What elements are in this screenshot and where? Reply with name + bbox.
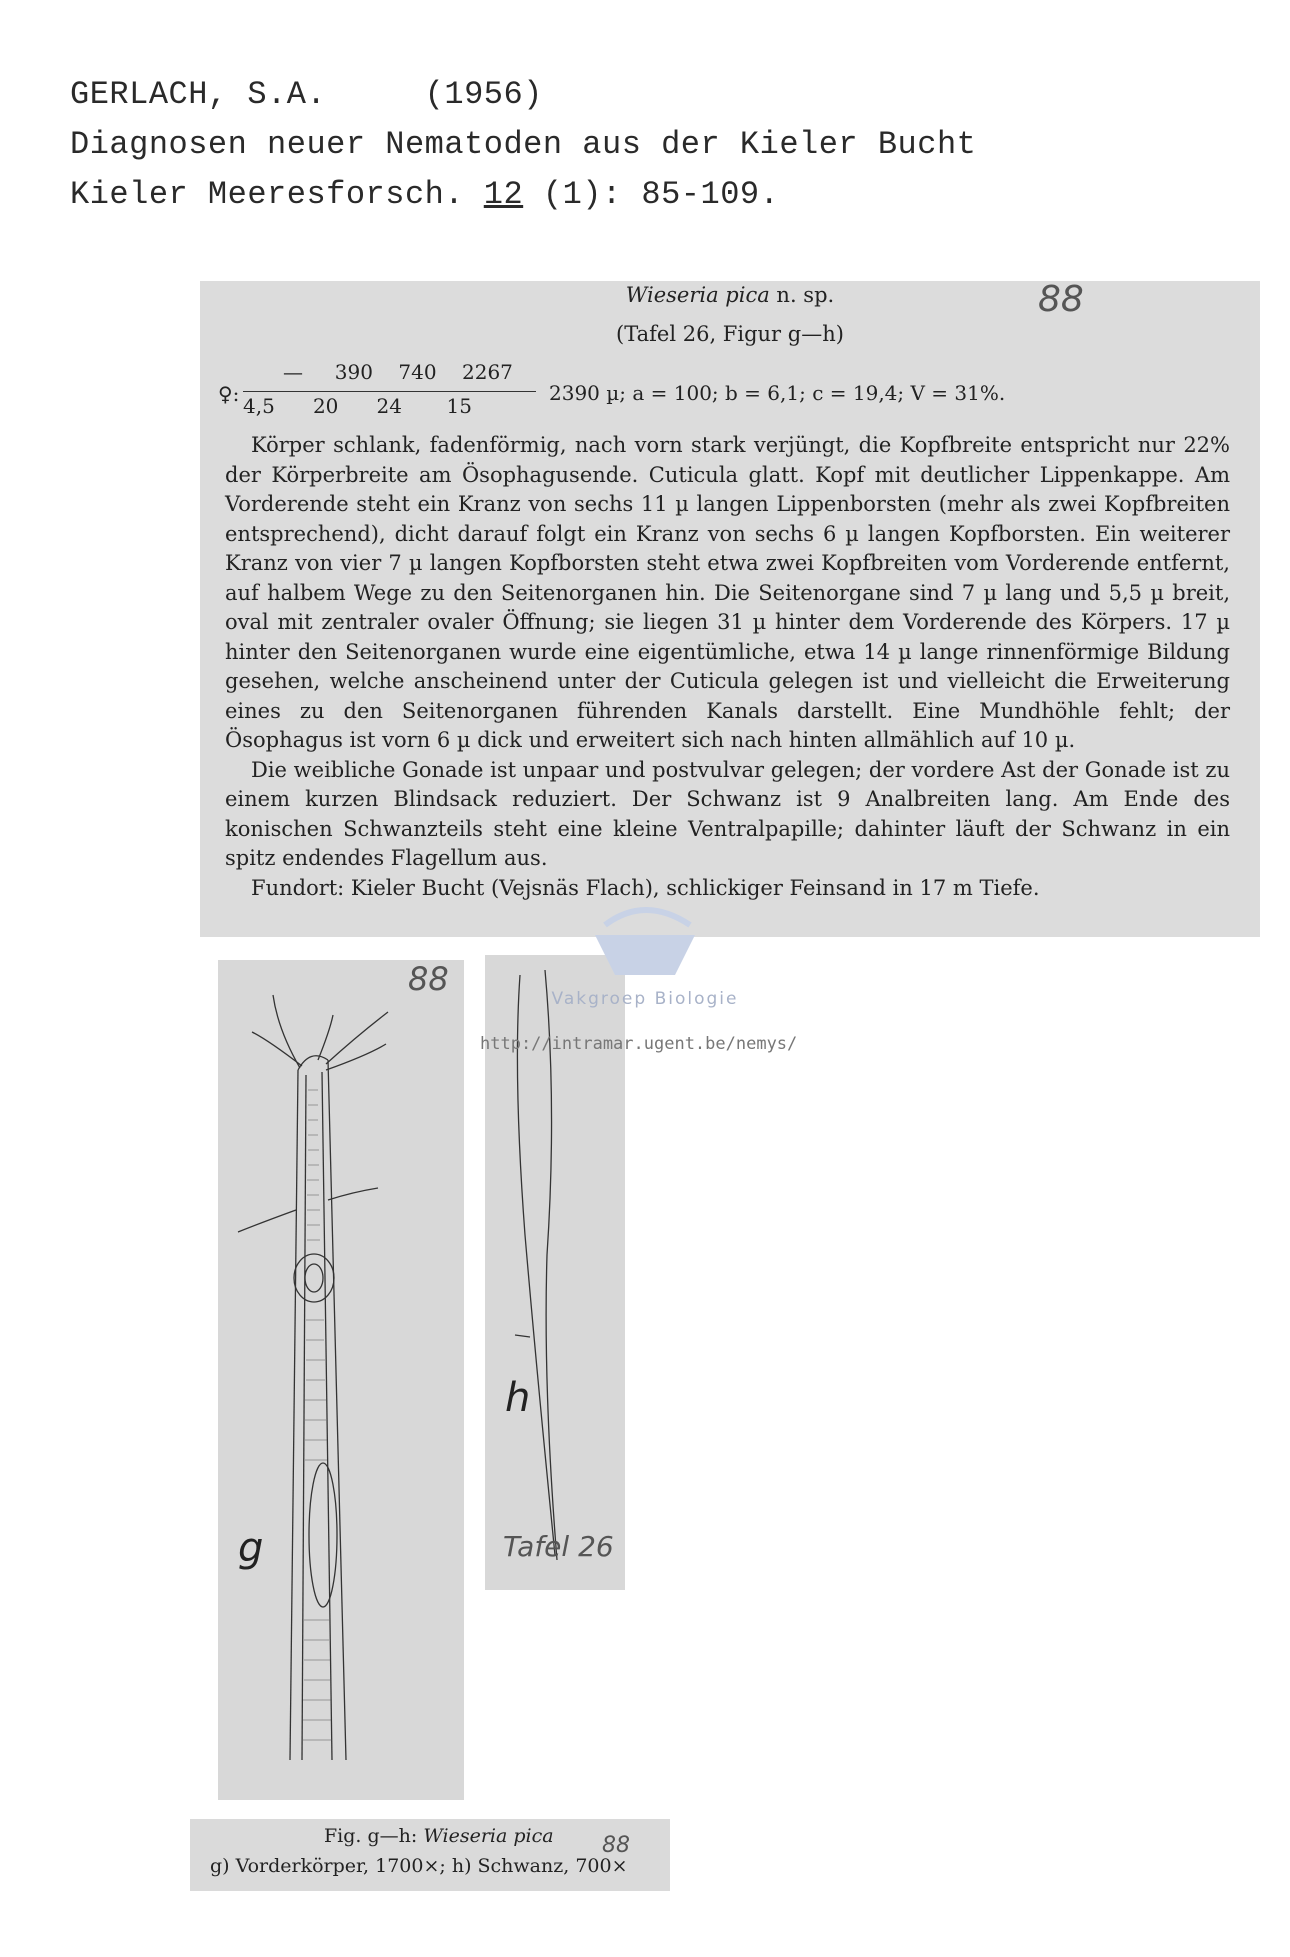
caption-title: Fig. g—h: Wieseria pica <box>324 1825 554 1847</box>
watermark <box>520 895 770 1009</box>
description-paragraph: Die weibliche Gonade ist unpaar und postvulvar gelegen; der vordere Ast der Gonade ist zu einem kurzen Blindsack reduziert. Der Schwanz ist 9 Analbreiten lang. Am Ende des konischen Schwanzteils steht eine kleine Ventralpapille; dahinter läuft der Schwanz in ein spitz endendes Flagellum aus. <box>225 757 1230 870</box>
locality-paragraph: Fundort: Kieler Bucht (Vejsnäs Flach), schlickiger Feinsand in 17 m Tiefe. <box>251 875 1040 900</box>
description-body <box>225 431 1230 903</box>
figure-g-plate <box>218 960 464 1800</box>
boat-logo-icon <box>575 895 715 985</box>
figure-g-label: g <box>238 1525 264 1571</box>
plate-reference: (Tafel 26, Figur g—h) <box>616 322 844 346</box>
figure-g-drawing <box>218 960 464 1800</box>
formula-denominator: 4,5 20 24 15 <box>243 394 472 418</box>
handwritten-number: 88 <box>1038 279 1084 320</box>
reference-author-year: GERLACH, S.A. (1956) <box>70 76 543 113</box>
formula-divider <box>243 391 536 392</box>
de-man-formula <box>218 360 1218 430</box>
reference-journal: Kieler Meeresforsch. 12 (1): 85-109. <box>70 176 780 213</box>
reference-volume: 12 <box>483 176 524 213</box>
species-title: Wieseria pica n. sp. <box>625 283 835 307</box>
handwritten-number: 88 <box>602 1833 630 1858</box>
formula-numerator: — 390 740 2267 <box>283 360 513 384</box>
article-clipping <box>200 281 1260 937</box>
figure-h-label: h <box>505 1375 531 1421</box>
reference-header <box>70 70 976 220</box>
handwritten-number: 88 <box>408 960 449 998</box>
handwritten-plate-note: Tafel 26 <box>503 1530 614 1563</box>
formula-ratios: 2390 µ; a = 100; b = 6,1; c = 19,4; V = 31%. <box>549 381 1006 405</box>
figure-caption <box>190 1819 670 1891</box>
reference-title: Diagnosen neuer Nematoden aus der Kieler Bucht <box>70 126 977 163</box>
description-paragraph: Körper schlank, fadenförmig, nach vorn stark verjüngt, die Kopfbreite entspricht nur 22% der Körperbreite am Ösophagusende. Cuticula glatt. Kopf mit deutlicher Lippenkappe. Am Vorderende steht ein Kranz von sechs 11 µ langen Lippenborsten (mehr als zwei Kopfbreiten entsprechend), dicht darauf folgt ein Kranz von sechs 6 µ langen Kopfborsten. Ein weiterer Kranz von vier 7 µ langen Kopfborsten steht etwa zwei Kopfbreiten vom Vorderende entfernt, auf halbem Wege zu den Seitenorganen hin. Die Seitenorgane sind 7 µ lang und 5,5 µ breit, oval mit zentraler ovaler Öffnung; sie liegen 31 µ hinter dem Vorderende des Körpers. 17 µ hinter den Seitenorganen wurde eine eigentümliche, etwa 14 µ lange rinnenförmige Bildung gesehen, welche anscheinend unter der Cuticula gelegen ist und vielleicht die Erweiterung eines zu den Seitenorganen führenden Kanals darstellt. Eine Mundhöhle fehlt; der Ösophagus ist vorn 6 µ dick und erweitert sich nach hinten allmählich auf 10 µ. <box>225 433 1230 752</box>
caption-description: g) Vorderkörper, 1700×; h) Schwanz, 700× <box>210 1855 628 1877</box>
watermark-text: Vakgroep Biologie <box>551 989 739 1009</box>
watermark-url: http://intramar.ugent.be/nemys/ <box>480 1034 798 1054</box>
female-symbol: ♀: <box>218 382 240 406</box>
